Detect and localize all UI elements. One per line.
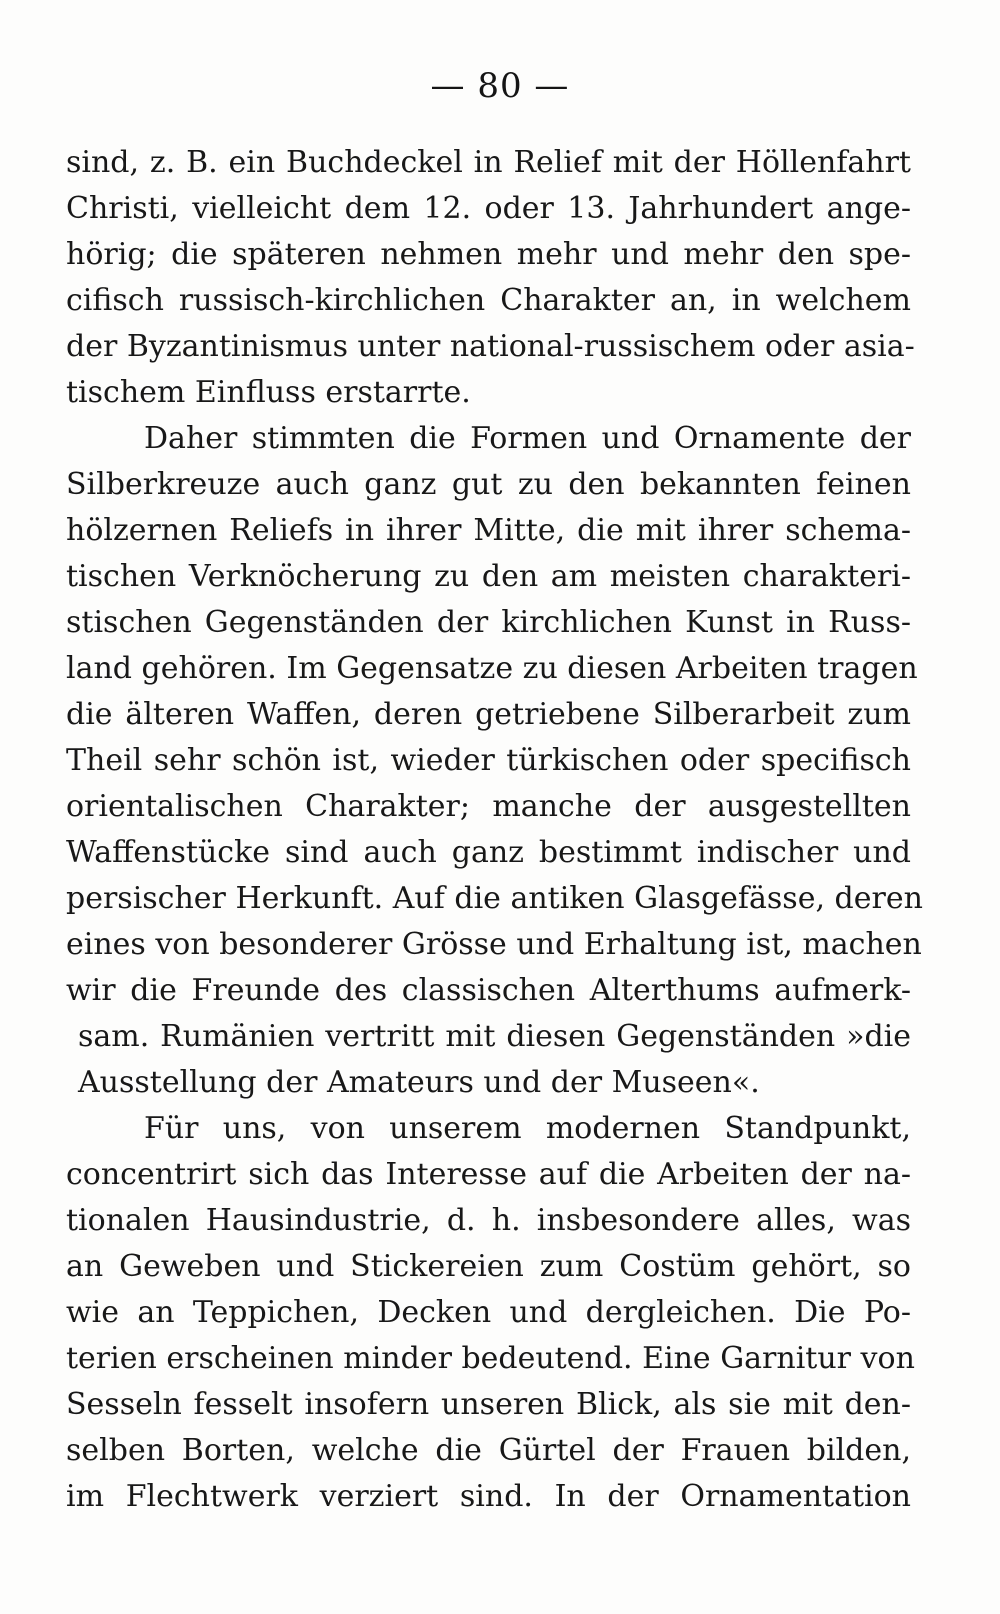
text-line: Silberkreuze auch ganz gut zu den bekannten feinen [66, 467, 911, 502]
text-line: die älteren Waffen, deren getriebene Silberarbeit zum [66, 697, 911, 732]
text-line: Sesseln fesselt insofern unseren Blick, als sie mit den- [66, 1387, 911, 1422]
text-line: tischem Einfluss erstarrte. [66, 375, 471, 410]
text-line: stischen Gegenständen der kirchlichen Kunst in Russ- [66, 605, 911, 640]
text-line: der Byzantinismus unter national-russischem oder asia- [66, 329, 915, 364]
body-text [66, 140, 923, 1520]
text-line: wir die Freunde des classischen Alterthums aufmerk- [66, 973, 911, 1008]
text-line: tionalen Hausindustrie, d. h. insbesondere alles, was [66, 1203, 911, 1238]
text-line: Theil sehr schön ist, wieder türkischen oder specifisch [66, 743, 911, 778]
text-line: hörig; die späteren nehmen mehr und mehr den spe- [66, 237, 911, 272]
text-line: wie an Teppichen, Decken und dergleichen. Die Po- [66, 1295, 911, 1330]
text-line: eines von besonderer Grösse und Erhaltung ist, machen [66, 927, 922, 962]
text-line: tischen Verknöcherung zu den am meisten charakteri- [66, 559, 911, 594]
text-line: sind, z. B. ein Buchdeckel in Relief mit der Höllenfahrt [66, 145, 911, 180]
text-line: sam. Rumänien vertritt mit diesen Gegenständen »die [78, 1019, 911, 1054]
text-line: persischer Herkunft. Auf die antiken Glasgefässe, deren [66, 881, 923, 916]
text-line: Daher stimmten die Formen und Ornamente der [144, 421, 911, 456]
text-line: Waffenstücke sind auch ganz bestimmt indischer und [66, 835, 911, 870]
text-line: im Flechtwerk verziert sind. In der Ornamentation [66, 1479, 911, 1514]
text-line: terien erscheinen minder bedeutend. Eine Garnitur von [66, 1341, 915, 1376]
text-line: an Geweben und Stickereien zum Costüm gehört, so [66, 1249, 911, 1284]
page-number: — 80 — [430, 66, 570, 106]
text-line: selben Borten, welche die Gürtel der Frauen bilden, [66, 1433, 911, 1468]
text-line: concentrirt sich das Interesse auf die Arbeiten der na- [66, 1157, 911, 1192]
text-line: land gehören. Im Gegensatze zu diesen Arbeiten tragen [66, 651, 918, 686]
text-line: Ausstellung der Amateurs und der Museen«. [78, 1065, 760, 1100]
text-line: Christi, vielleicht dem 12. oder 13. Jahrhundert ange- [66, 191, 911, 226]
text-line: cifisch russisch-kirchlichen Charakter an, in welchem [66, 283, 911, 318]
text-line: orientalischen Charakter; manche der ausgestellten [66, 789, 911, 824]
text-line: Für uns, von unserem modernen Standpunkt, [144, 1111, 911, 1146]
text-line: hölzernen Reliefs in ihrer Mitte, die mit ihrer schema- [66, 513, 911, 548]
